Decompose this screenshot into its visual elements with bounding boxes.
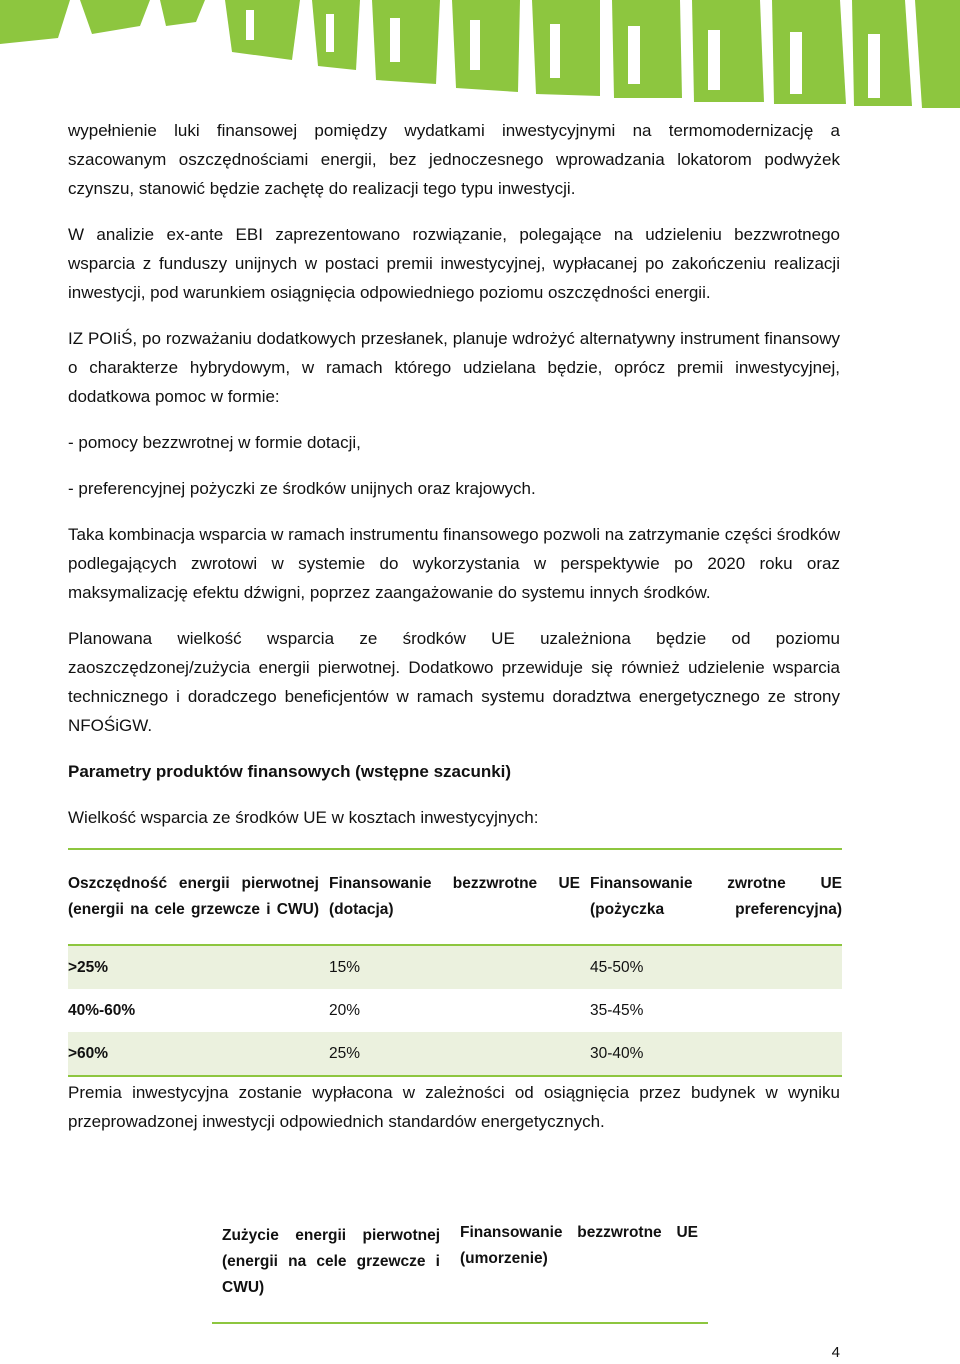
paragraph-3: IZ POIiŚ, po rozważaniu dodatkowych przesłanek, planuje wdrożyć alternatywny instrument finansowy o charakterze hybrydowym, w ramach którego udzielana będzie, oprócz premii inwestycyjnej, dodatkowa pomoc w formie: (68, 329, 840, 406)
table-cell: 40%-60% (68, 1001, 136, 1019)
paragraph-1: wypełnienie luki finansowej pomiędzy wydatkami inwestycyjnymi na termomodernizację a szacowanym oszczędnościami energii, bez jednoczesnego wprowadzania lokatorom podwyżek czynszu, stanowić będzie zachętę do realizacji tego typu inwestycji. (68, 121, 840, 198)
document-body (68, 116, 840, 1136)
table-cell: 35-45% (590, 1001, 644, 1019)
table-header-cell: Oszczędność energii pierwotnej (energii na cele grzewcze i CWU) (68, 849, 329, 945)
table-cell: 45-50% (590, 945, 842, 989)
table-row (68, 989, 842, 1032)
bullet-1: - pomocy bezzwrotnej w formie dotacji, (68, 433, 361, 452)
table-cell: 30-40% (590, 1032, 842, 1076)
table-cell: 20% (329, 1001, 361, 1019)
table-row (68, 945, 842, 989)
table-header-cell: Zużycie energii pierwotnej (energii na cele grzewcze i CWU) (212, 1200, 450, 1323)
table-header-row (212, 1200, 708, 1323)
header-logo-graphic (0, 0, 960, 108)
table-header-cell: Finansowanie bezzwrotne UE (dotacja) (329, 849, 590, 945)
table-header-row (68, 849, 842, 945)
premium-table (212, 1200, 708, 1324)
paragraph-4: Taka kombinacja wsparcia w ramach instrumentu finansowego pozwoli na zatrzymanie części środków podlegających zwrotowi w systemie do wykorzystania w perspektywie po 2020 roku oraz maksymalizację efektu dźwigni, poprzez zaangażowanie do systemu innych środków. (68, 525, 840, 602)
table-cell: 15% (329, 945, 590, 989)
table-header-cell: Finansowanie zwrotne UE (pożyczka preferencyjna) (590, 849, 842, 945)
table-cell: 25% (329, 1032, 590, 1076)
table-row (68, 1032, 842, 1076)
page-number: 4 (831, 1344, 840, 1361)
paragraph-6: Premia inwestycyjna zostanie wypłacona w zależności od osiągnięcia przez budynek w wyniku przeprowadzonej inwestycji odpowiednich standardów energetycznych. (68, 1083, 840, 1131)
table-cell: >25% (68, 945, 329, 989)
paragraph-2: W analizie ex-ante EBI zaprezentowano rozwiązanie, polegające na udzieleniu bezzwrotnego wsparcia z funduszy unijnych w postaci premii inwestycyjnej, wypłacanej po zakończeniu realizacji inwestycji, pod warunkiem osiągnięcia odpowiedniego poziomu oszczędności energii. (68, 225, 840, 302)
paragraph-5: Planowana wielkość wsparcia ze środków UE uzależniona będzie od poziomu zaoszczędzonej/zużycia energii pierwotnej. Dodatkowo przewiduje się również udzielenie wsparcia technicznego i doradczego beneficjentów w ramach systemu doradztwa energetycznego ze strony NFOŚiGW. (68, 629, 840, 735)
bullet-2: - preferencyjnej pożyczki ze środków unijnych oraz krajowych. (68, 479, 536, 498)
table-caption: Wielkość wsparcia ze środków UE w kosztach inwestycyjnych: (68, 808, 539, 827)
section-heading: Parametry produktów finansowych (wstępne szacunki) (68, 762, 512, 781)
table-header-cell: Finansowanie bezzwrotne UE (umorzenie) (450, 1200, 708, 1323)
table-cell: >60% (68, 1032, 329, 1076)
support-table (68, 848, 842, 1077)
